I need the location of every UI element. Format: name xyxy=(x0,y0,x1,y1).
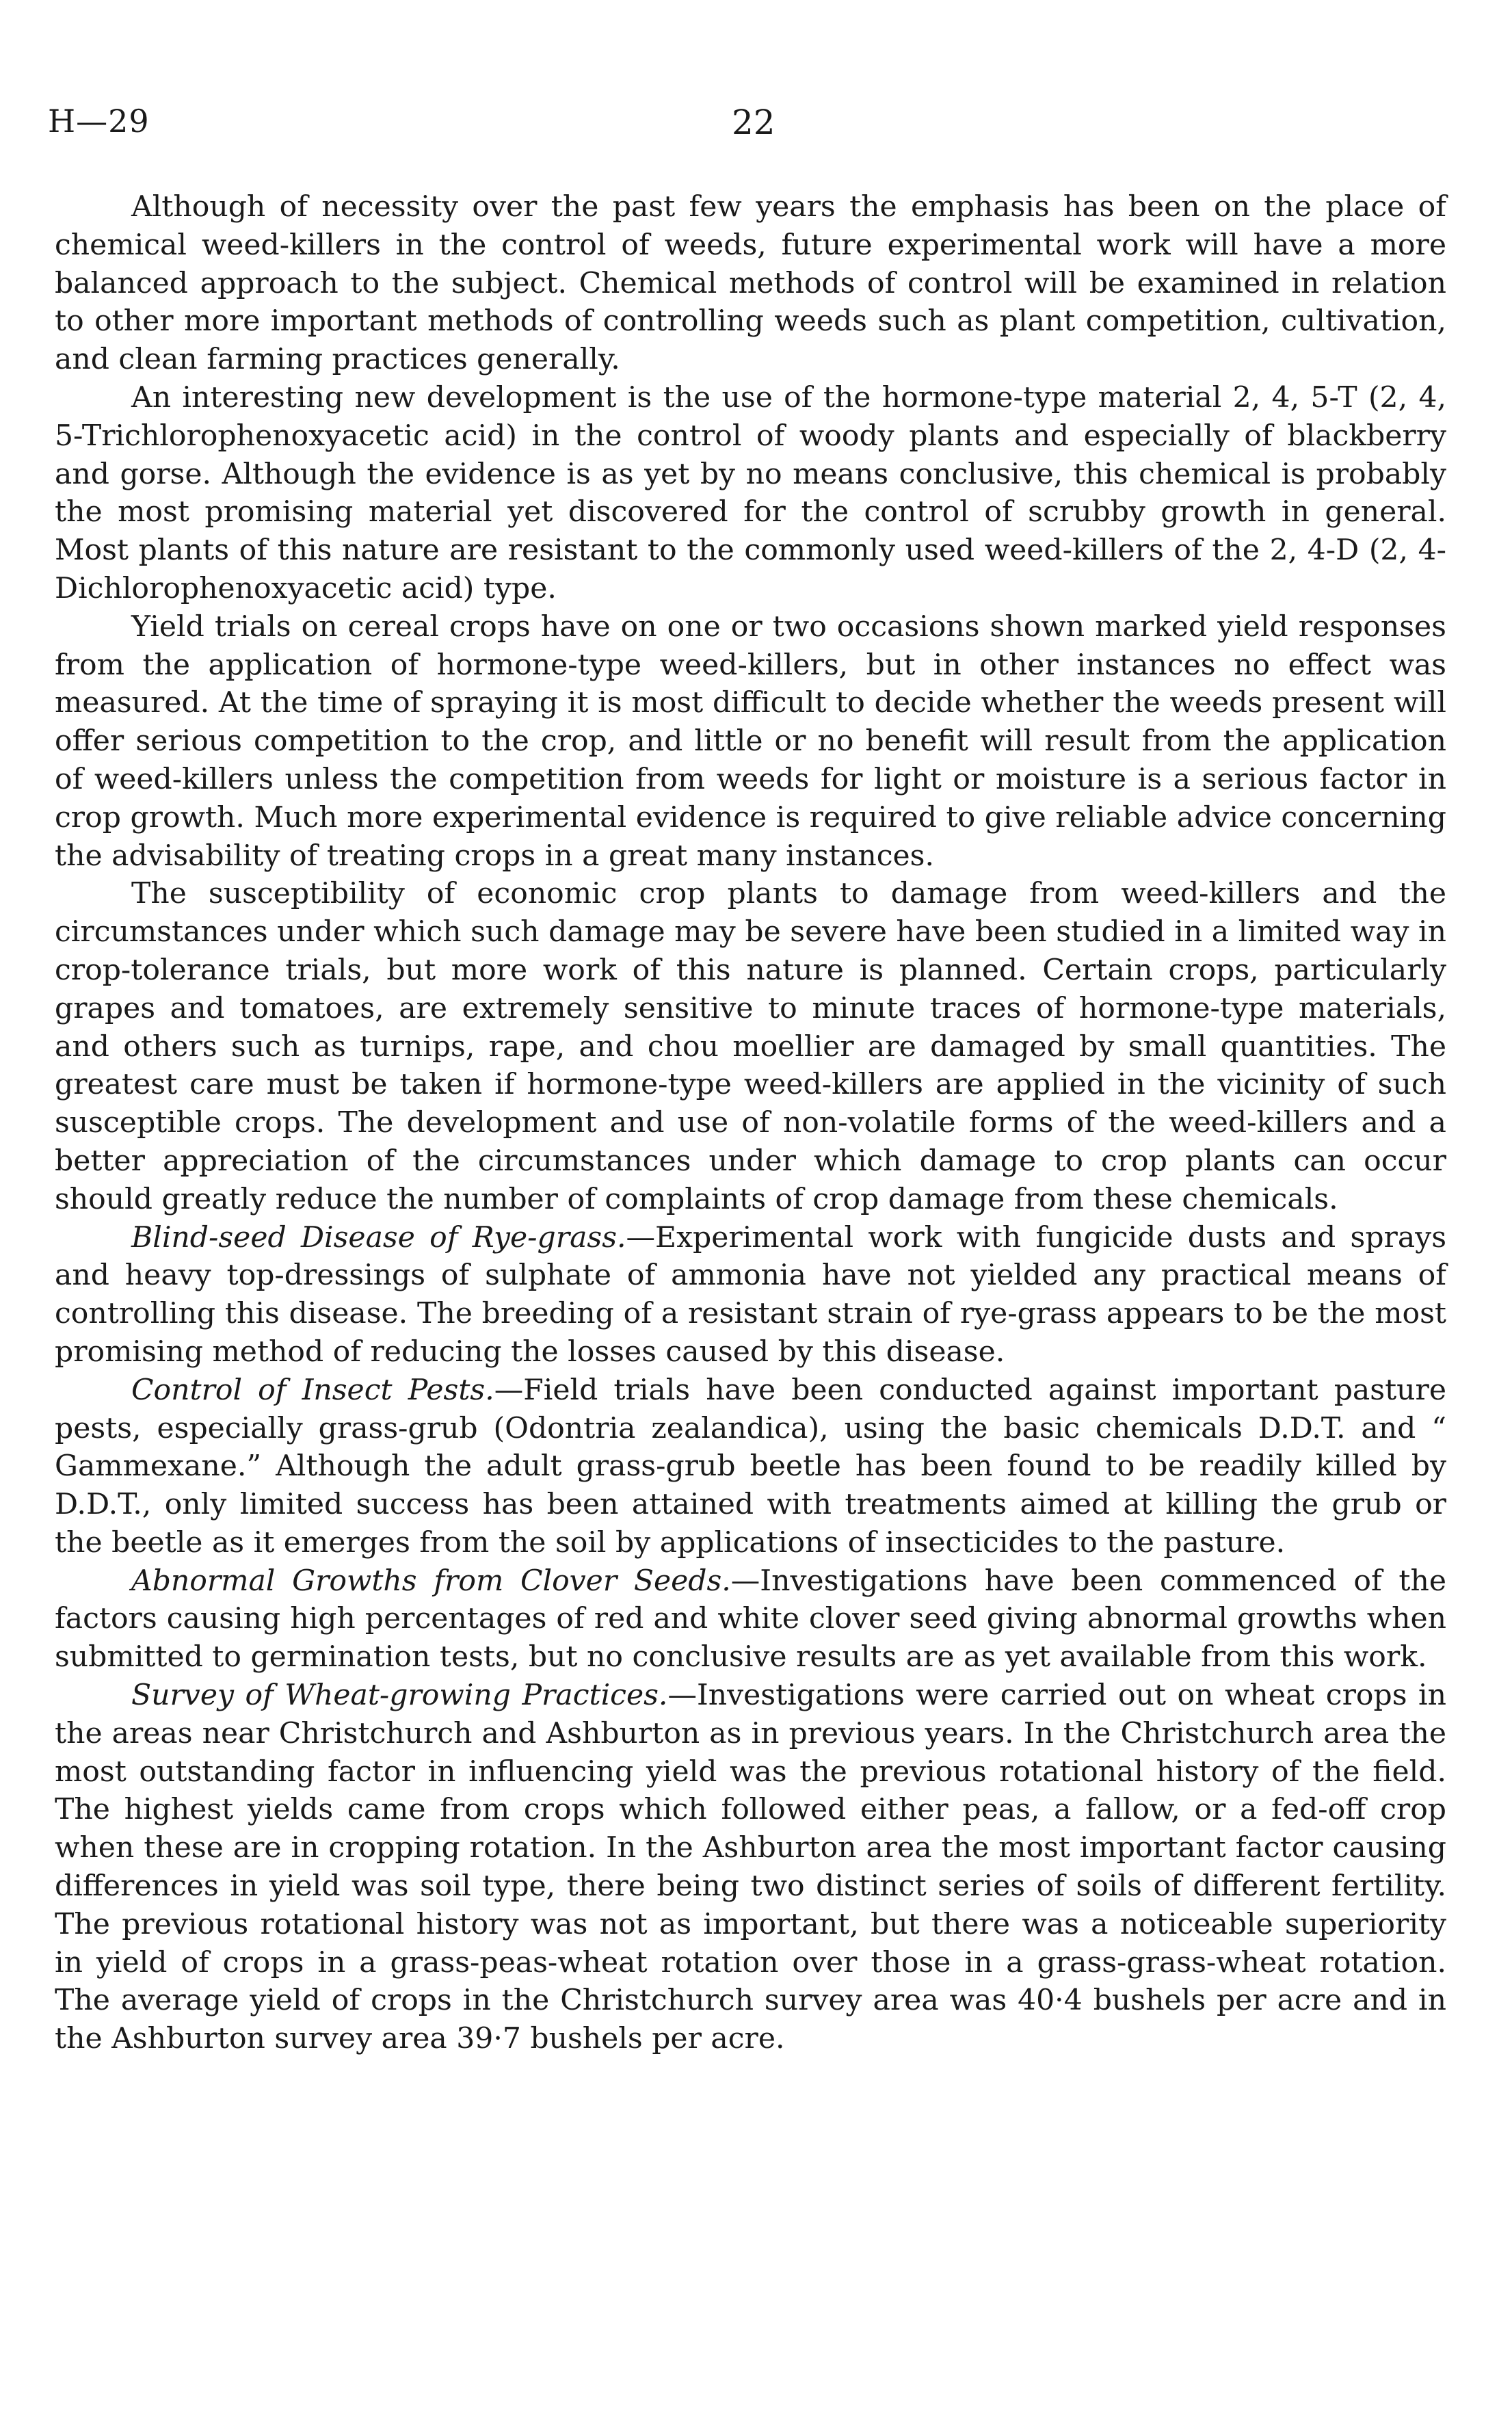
document-id: H—29 xyxy=(48,103,150,140)
paragraph-text: An interesting new development is the use of the hormone-type material 2, 4, 5-T (2, 4, 5-Trichlorophenoxyacetic acid) in the control of woody plants and especially of blackberry and gorse. Although the evidence is as yet by no means conclusive, this chemical is probably the most promising material yet discovered for the control of scrubby growth in general. Most plants of this nature are resistant to the commonly used weed-killers of the 2, 4-D (2, 4-Dichlorophenoxyacetic acid) type. xyxy=(55,380,1446,605)
paragraph-text: The susceptibility of economic crop plants to damage from weed-killers and the circumstances under which such damage may be severe have been studied in a limited way in crop-tolerance trials, but more work of this nature is planned. Certain crops, particularly grapes and tomatoes, are extremely sensitive to minute traces of hormone-type materials, and others such as turnips, rape, and chou moellier are damaged by small quantities. The greatest care must be taken if hormone-type weed-killers are applied in the vicinity of such susceptible crops. The development and use of non-volatile forms of the weed-killers and a better appreciation of the circumstances under which damage to crop plants can occur should greatly reduce the number of complaints of crop damage from these chemicals. xyxy=(55,877,1446,1216)
paragraph xyxy=(55,1677,1446,2058)
section-heading-clover-seeds: Abnormal Growths from Clover Seeds. xyxy=(131,1564,731,1598)
paragraph xyxy=(55,1371,1446,1562)
body-text xyxy=(55,188,1446,2058)
paragraph xyxy=(55,379,1446,608)
paragraph xyxy=(55,188,1446,379)
paragraph xyxy=(55,1562,1446,1677)
paragraph-text: Yield trials on cereal crops have on one or two occasions shown marked yield responses from the application of hormone-type weed-killers, but in other instances no effect was measured. At the time of spraying it is most difficult to decide whether the weeds present will offer serious competition to the crop, and little or no benefit will result from the application of weed-killers unless the competition from weeds for light or moisture is a serious factor in crop growth. Much more experimental evidence is required to give reliable advice concerning the advisability of treating crops in a great many instances. xyxy=(55,609,1446,873)
section-heading-wheat-survey: Survey of Wheat-growing Practices. xyxy=(131,1679,668,1713)
paragraph xyxy=(55,875,1446,1218)
paragraph xyxy=(55,1219,1446,1371)
page-number: 22 xyxy=(732,103,775,142)
section-heading-insect-pests: Control of Insect Pests. xyxy=(131,1373,494,1407)
paragraph-text: Although of necessity over the past few years the emphasis has been on the place of chemical weed-killers in the control of weeds, future experimental work will have a more balanced approach to the subject. Chemical methods of control will be examined in relation to other more important methods of controlling weeds such as plant competition, cultivation, and clean farming practices generally. xyxy=(55,190,1446,377)
paragraph xyxy=(55,608,1446,876)
paragraph-text: —Field trials have been conducted against important pasture pests, especially grass-grub (Odontria zealandica), using the basic chemicals D.D.T. and “ Gammexane.” Although the adult grass-grub beetle has been found to be readily killed by D.D.T., only limited success has been attained with treatments aimed at killing the grub or the beetle as it emerges from the soil by applications of insecticides to the pasture. xyxy=(55,1373,1446,1560)
paragraph-text: —Experimental work with fungicide dusts and sprays and heavy top-dressings of sulphate of ammonia have not yielded any practical means of controlling this disease. The breeding of a resistant strain of rye-grass appears to be the most promising method of reducing the losses caused by this disease. xyxy=(55,1220,1447,1369)
paragraph-text: —Investigations have been commenced of the factors causing high percentages of red and white clover seed giving abnormal growths when submitted to germination tests, but no conclusive results are as yet available from this work. xyxy=(55,1564,1446,1674)
page-header xyxy=(48,103,1463,157)
section-heading-blind-seed: Blind-seed Disease of Rye-grass. xyxy=(131,1220,626,1254)
paragraph-text: —Investigations were carried out on wheat crops in the areas near Christchurch and Ashburton as in previous years. In the Christchurch area the most outstanding factor in influencing yield was the previous rotational history of the field. The highest yields came from crops which followed either peas, a fallow, or a fed-off crop when these are in cropping rotation. In the Ashburton area the most important factor causing differences in yield was soil type, there being two distinct series of soils of different fertility. The previous rotational history was not as important, but there was a noticeable superiority in yield of crops in a grass-peas-wheat rotation over those in a grass-grass-wheat rotation. The average yield of crops in the Christchurch survey area was 40·4 bushels per acre and in the Ashburton survey area 39·7 bushels per acre. xyxy=(55,1679,1446,2056)
